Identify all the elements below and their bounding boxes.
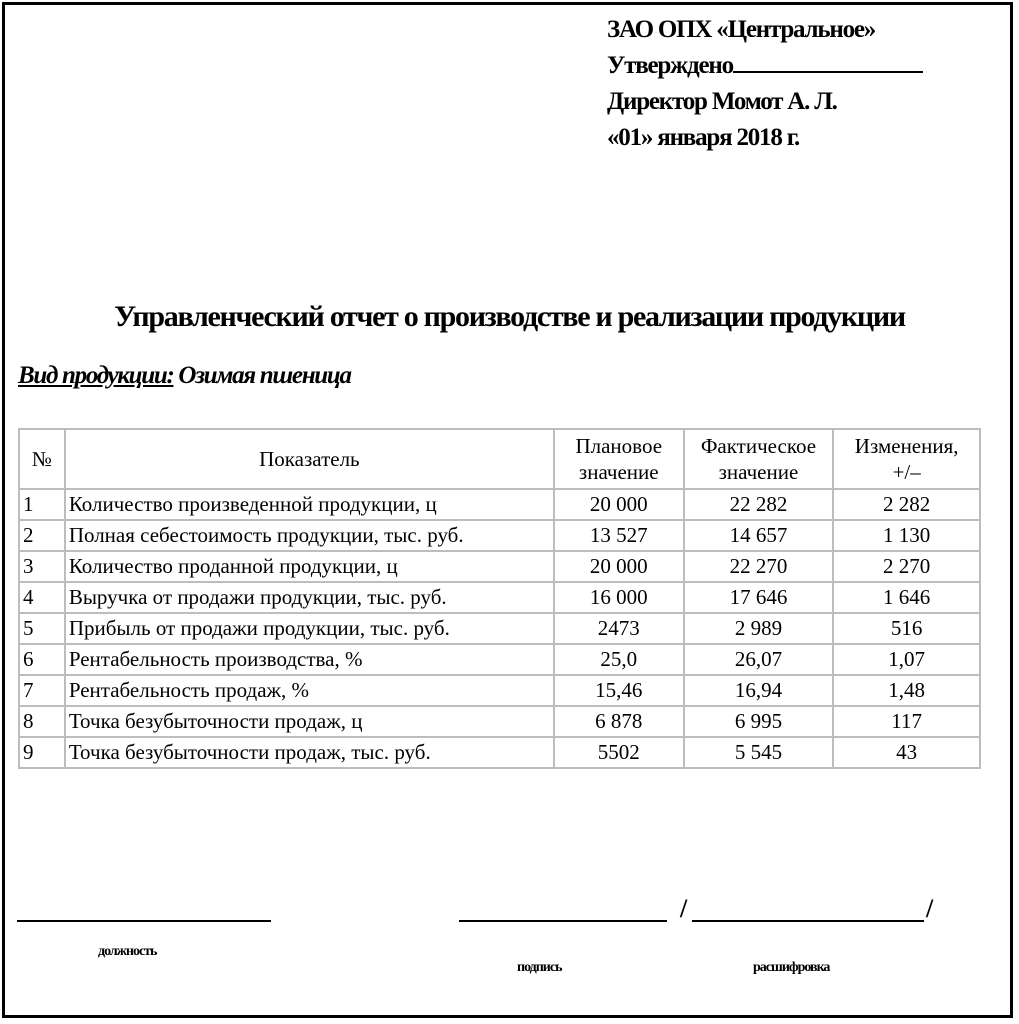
approval-date: «01» января 2018 г. bbox=[607, 124, 800, 151]
row-planned: 6 878 bbox=[554, 706, 684, 737]
row-indicator: Рентабельность продаж, % bbox=[65, 675, 554, 706]
product-line bbox=[18, 362, 351, 390]
row-number: 2 bbox=[19, 520, 65, 551]
row-planned: 16 000 bbox=[554, 582, 684, 613]
row-change: 516 bbox=[833, 613, 980, 644]
row-number: 6 bbox=[19, 644, 65, 675]
position-caption: должность bbox=[98, 944, 157, 959]
row-number: 7 bbox=[19, 675, 65, 706]
table-row bbox=[19, 706, 980, 737]
table-row bbox=[19, 582, 980, 613]
table-row bbox=[19, 675, 980, 706]
row-planned: 20 000 bbox=[554, 551, 684, 582]
row-change: 117 bbox=[833, 706, 980, 737]
row-indicator: Выручка от продажи продукции, тыс. руб. bbox=[65, 582, 554, 613]
row-planned: 25,0 bbox=[554, 644, 684, 675]
director-name: Директор Момот А. Л. bbox=[607, 88, 837, 115]
row-planned: 20 000 bbox=[554, 489, 684, 520]
table-row bbox=[19, 644, 980, 675]
table-header-row bbox=[19, 429, 980, 489]
slash-left: / bbox=[680, 894, 688, 923]
row-actual: 6 995 bbox=[684, 706, 834, 737]
row-indicator: Полная себестоимость продукции, тыс. руб. bbox=[65, 520, 554, 551]
row-change: 1 130 bbox=[833, 520, 980, 551]
row-number: 9 bbox=[19, 737, 65, 768]
approval-signature-line bbox=[733, 49, 923, 73]
table-row bbox=[19, 613, 980, 644]
product-label: Вид продукции: bbox=[18, 362, 174, 389]
row-change: 2 270 bbox=[833, 551, 980, 582]
header-change: Изменения, +/– bbox=[833, 429, 980, 489]
row-number: 5 bbox=[19, 613, 65, 644]
row-change: 43 bbox=[833, 737, 980, 768]
product-value: Озимая пшеница bbox=[173, 362, 351, 389]
row-indicator: Количество проданной продукции, ц bbox=[65, 551, 554, 582]
table-row bbox=[19, 520, 980, 551]
row-number: 4 bbox=[19, 582, 65, 613]
slash-right: / bbox=[926, 894, 934, 923]
row-planned: 15,46 bbox=[554, 675, 684, 706]
signature-caption: подпись bbox=[517, 960, 562, 975]
row-actual: 2 989 bbox=[684, 613, 834, 644]
row-actual: 16,94 bbox=[684, 675, 834, 706]
row-indicator: Точка безубыточности продаж, тыс. руб. bbox=[65, 737, 554, 768]
row-indicator: Точка безубыточности продаж, ц bbox=[65, 706, 554, 737]
row-change: 1,48 bbox=[833, 675, 980, 706]
header-num: № bbox=[19, 429, 65, 489]
header-actual: Фактическое значение bbox=[684, 429, 834, 489]
approved-label: Утверждено bbox=[607, 52, 733, 79]
row-actual: 22 270 bbox=[684, 551, 834, 582]
signature-line bbox=[459, 920, 667, 922]
row-indicator: Прибыль от продажи продукции, тыс. руб. bbox=[65, 613, 554, 644]
table-row bbox=[19, 737, 980, 768]
company-name: ЗАО ОПХ «Центральное» bbox=[607, 16, 876, 43]
row-indicator: Рентабельность производства, % bbox=[65, 644, 554, 675]
row-change: 1 646 bbox=[833, 582, 980, 613]
header-planned: Плановое значение bbox=[554, 429, 684, 489]
approved-line bbox=[607, 48, 923, 84]
row-number: 8 bbox=[19, 706, 65, 737]
row-actual: 17 646 bbox=[684, 582, 834, 613]
row-actual: 14 657 bbox=[684, 520, 834, 551]
row-indicator: Количество произведенной продукции, ц bbox=[65, 489, 554, 520]
transcript-signature-line bbox=[692, 920, 924, 922]
report-table bbox=[18, 428, 981, 769]
row-planned: 13 527 bbox=[554, 520, 684, 551]
transcript-caption: расшифровка bbox=[753, 960, 830, 975]
row-actual: 26,07 bbox=[684, 644, 834, 675]
row-actual: 5 545 bbox=[684, 737, 834, 768]
table-row bbox=[19, 551, 980, 582]
row-planned: 5502 bbox=[554, 737, 684, 768]
position-signature-line bbox=[17, 920, 271, 922]
row-number: 1 bbox=[19, 489, 65, 520]
table-row bbox=[19, 489, 980, 520]
report-title: Управленческий отчет о производстве и реализации продукции bbox=[114, 300, 905, 333]
approval-block bbox=[607, 12, 923, 156]
row-number: 3 bbox=[19, 551, 65, 582]
row-planned: 2473 bbox=[554, 613, 684, 644]
row-actual: 22 282 bbox=[684, 489, 834, 520]
header-indicator: Показатель bbox=[65, 429, 554, 489]
row-change: 1,07 bbox=[833, 644, 980, 675]
row-change: 2 282 bbox=[833, 489, 980, 520]
